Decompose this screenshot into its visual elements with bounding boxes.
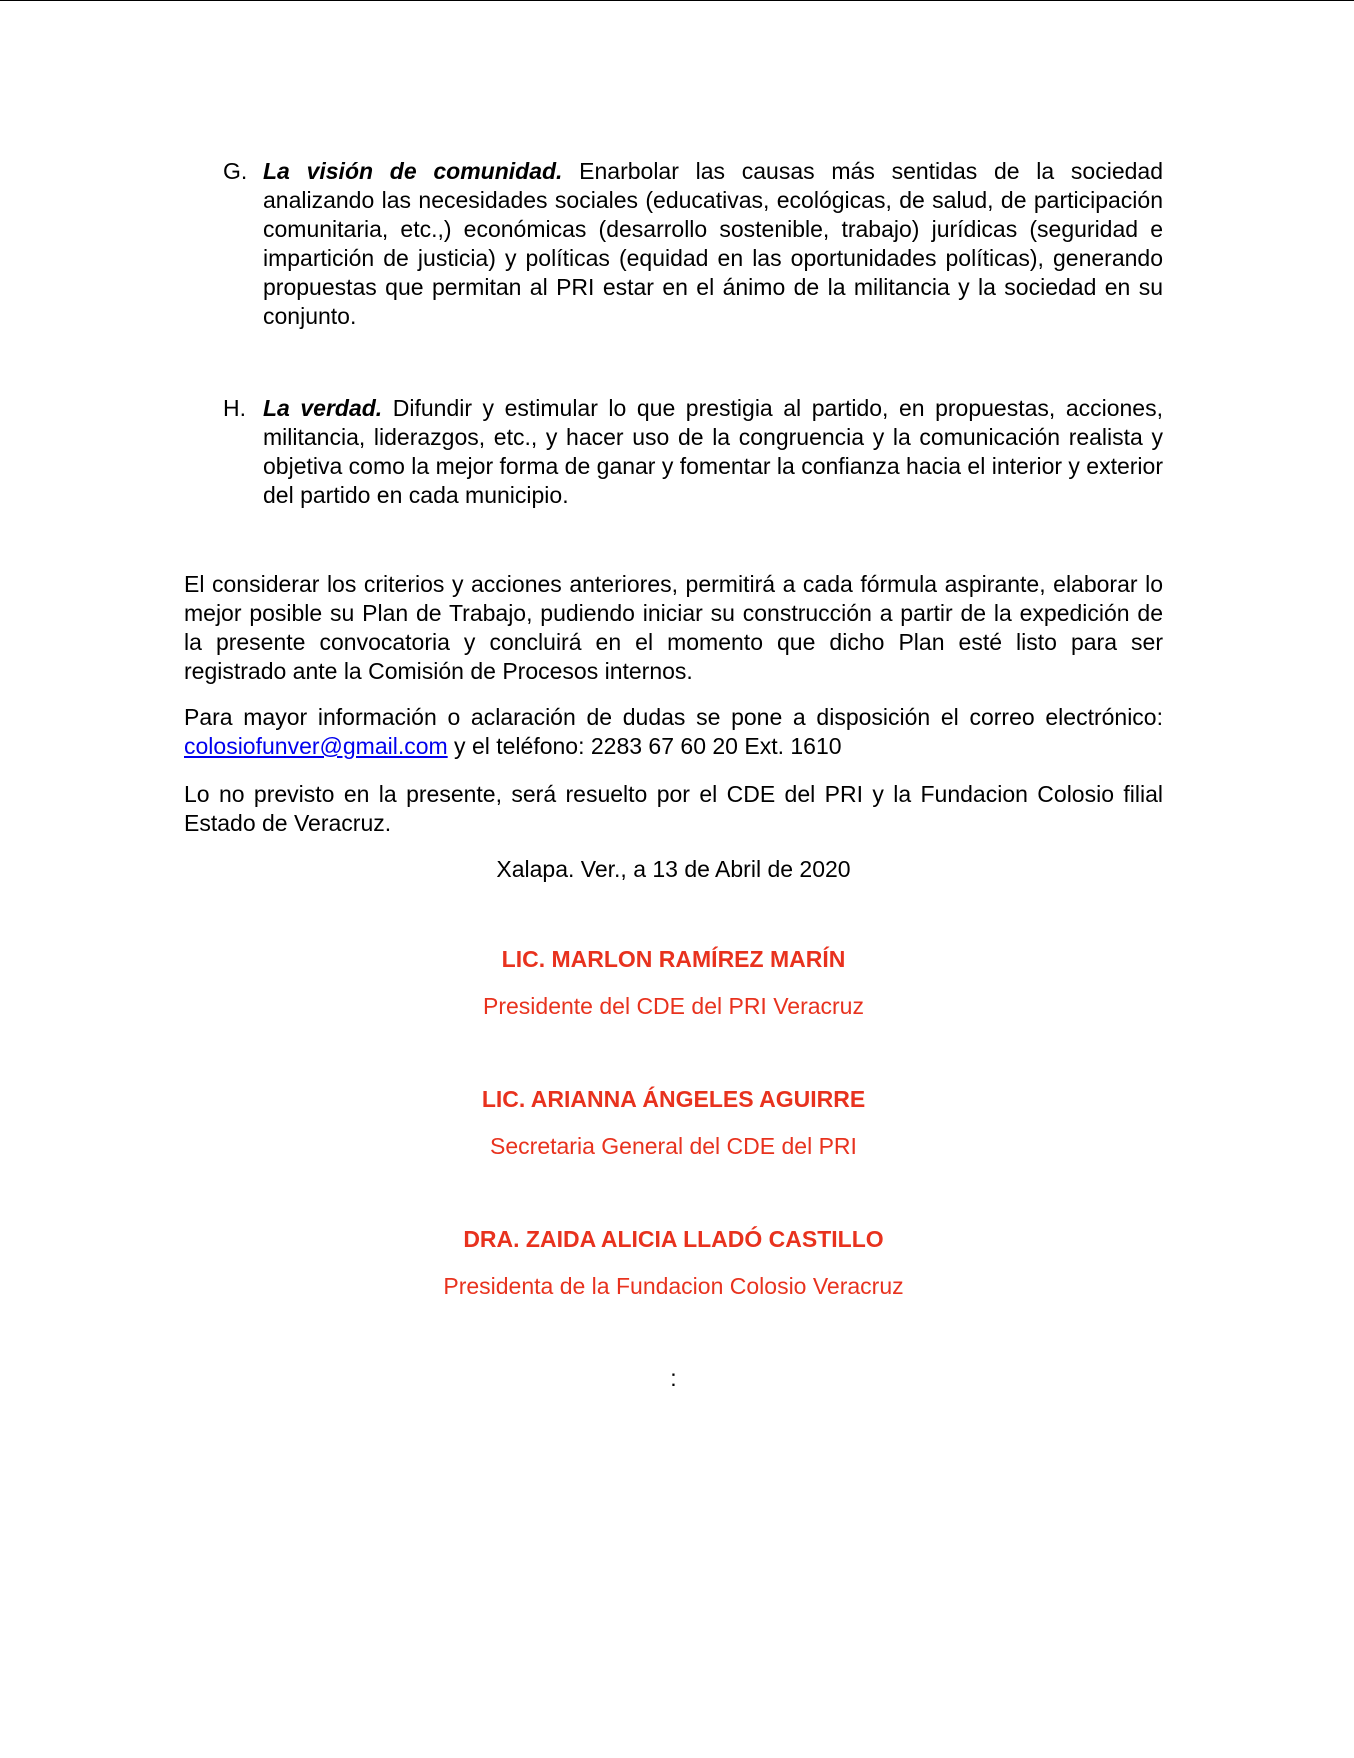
signatory-1-name: LIC. MARLON RAMÍREZ MARÍN [501, 946, 846, 972]
list-item-h-body [263, 394, 1163, 510]
signatory-3-name: DRA. ZAIDA ALICIA LLADÓ CASTILLO [463, 1226, 884, 1252]
list-term-h: La verdad. [263, 395, 383, 421]
contact-info-text: Para mayor información o aclaración de dudas se pone a disposición el correo electrónico: [184, 704, 1163, 730]
list-marker-g: G. [223, 158, 248, 184]
criteria-paragraph: El considerar los criterios y acciones anteriores, permitirá a cada fórmula aspirante, elaborar lo mejor posible su Plan de Trabajo, pudiendo iniciar su construcción a partir de la expedición de la presente convocatoria y concluirá en el momento que dicho Plan esté listo para ser registrado ante la Comisión de Procesos internos. [184, 571, 1163, 684]
list-item-g-body [263, 157, 1163, 331]
list-text-h: Difundir y estimular lo que prestigia al partido, en propuestas, acciones, militancia, liderazgos, etc., y hacer uso de la congruencia y la comunicación realista y objetiva como la mejor forma de ganar y fomentar la confianza hacia el interior y exterior del partido en cada municipio. [263, 395, 1163, 508]
phone-text: y el teléfono: 2283 67 60 20 Ext. 1610 [447, 733, 842, 759]
signatory-1-role: Presidente del CDE del PRI Veracruz [483, 993, 864, 1019]
email-link[interactable]: colosiofunver@gmail.com [184, 733, 448, 759]
unforeseen-paragraph: Lo no previsto en la presente, será resuelto por el CDE del PRI y la Fundacion Colosio filial Estado de Veracruz. [184, 781, 1163, 836]
list-item-g [223, 157, 1163, 331]
place-date: Xalapa. Ver., a 13 de Abril de 2020 [496, 856, 851, 882]
signatory-2-name: LIC. ARIANNA ÁNGELES AGUIRRE [481, 1086, 866, 1112]
signatory-2-role: Secretaria General del CDE del PRI [490, 1133, 857, 1159]
list-term-g: La visión de comunidad. [263, 158, 563, 184]
list-marker-h: H. [223, 395, 246, 421]
list-item-h [223, 394, 1163, 510]
contact-paragraph [184, 703, 1163, 761]
list-text-g: Enarbolar las causas más sentidas de la sociedad analizando las necesidades sociales (educativas, ecológicas, de salud, de participación comunitaria, etc.,) económicas (desarrollo sostenible, trabajo) jurídicas (seguridad e impartición de justicia) y políticas (equidad en las oportunidades políticas), generando propuestas que permitan al PRI estar en el ánimo de la militancia y la sociedad en su conjunto. [263, 158, 1163, 329]
trailing-colon: : [670, 1365, 677, 1391]
signatory-3-role: Presidenta de la Fundacion Colosio Veracruz [443, 1273, 904, 1299]
page-top-border [0, 0, 1354, 1]
